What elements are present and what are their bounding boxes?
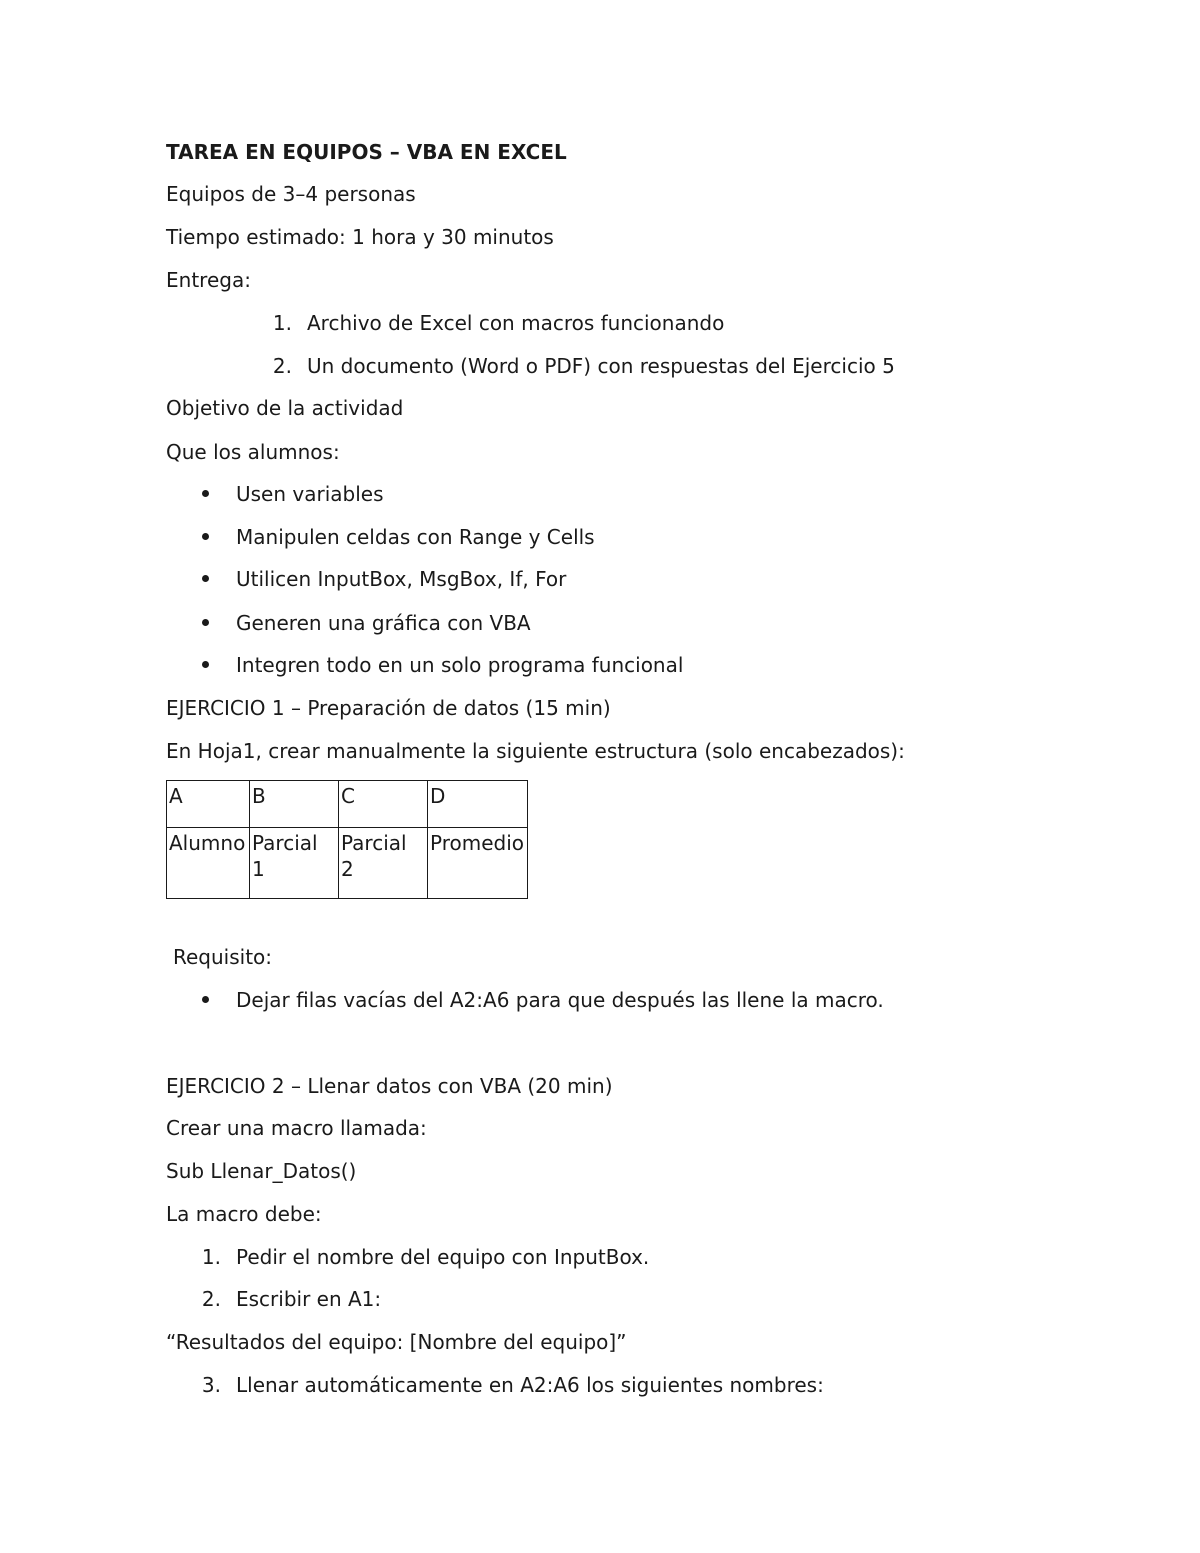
objective-heading: Objetivo de la actividad [166, 396, 404, 420]
table-cell: D [428, 781, 528, 828]
structure-table [166, 780, 528, 899]
table-cell: Parcial 2 [339, 828, 428, 899]
table-row [167, 828, 528, 899]
list-item: Pedir el nombre del equipo con InputBox. [236, 1245, 650, 1269]
list-item: Usen variables [236, 482, 384, 506]
sub-name-text: Sub Llenar_Datos() [166, 1159, 357, 1183]
list-item: Integren todo en un solo programa funcional [236, 653, 684, 677]
requirement-label: Requisito: [173, 945, 273, 969]
list-item: Llenar automáticamente en A2:A6 los siguientes nombres: [236, 1373, 824, 1397]
list-number: 1. [272, 311, 292, 335]
exercise2-must-label: La macro debe: [166, 1202, 322, 1226]
list-number: 2. [201, 1287, 221, 1311]
table-cell: A [167, 781, 250, 828]
exercise2-create-label: Crear una macro llamada: [166, 1116, 427, 1140]
list-item: Archivo de Excel con macros funcionando [307, 311, 725, 335]
exercise2-heading: EJERCICIO 2 – Llenar datos con VBA (20 min) [166, 1074, 613, 1098]
exercise1-heading: EJERCICIO 1 – Preparación de datos (15 min) [166, 696, 611, 720]
list-item: Un documento (Word o PDF) con respuestas del Ejercicio 5 [307, 354, 895, 378]
table-cell: Parcial 1 [250, 828, 339, 899]
exercise1-instruction: En Hoja1, crear manualmente la siguiente estructura (solo encabezados): [166, 739, 905, 763]
table-cell: Alumno [167, 828, 250, 899]
list-item: Utilicen InputBox, MsgBox, If, For [236, 567, 567, 591]
table-row [167, 781, 528, 828]
list-item: Escribir en A1: [236, 1287, 382, 1311]
list-item: Dejar filas vacías del A2:A6 para que después las llene la macro. [236, 988, 884, 1012]
time-estimate-text: Tiempo estimado: 1 hora y 30 minutos [166, 225, 554, 249]
list-number: 3. [201, 1373, 221, 1397]
list-item: Manipulen celdas con Range y Cells [236, 525, 595, 549]
delivery-label: Entrega: [166, 268, 251, 292]
table-cell: Promedio [428, 828, 528, 899]
table-cell: C [339, 781, 428, 828]
team-size-text: Equipos de 3–4 personas [166, 182, 416, 206]
list-number: 1. [201, 1245, 221, 1269]
table-cell: B [250, 781, 339, 828]
objective-intro: Que los alumnos: [166, 440, 340, 464]
document-title: TAREA EN EQUIPOS – VBA EN EXCEL [166, 140, 567, 164]
list-item: Generen una gráfica con VBA [236, 611, 531, 635]
quote-text: “Resultados del equipo: [Nombre del equipo]” [166, 1330, 627, 1354]
list-number: 2. [272, 354, 292, 378]
